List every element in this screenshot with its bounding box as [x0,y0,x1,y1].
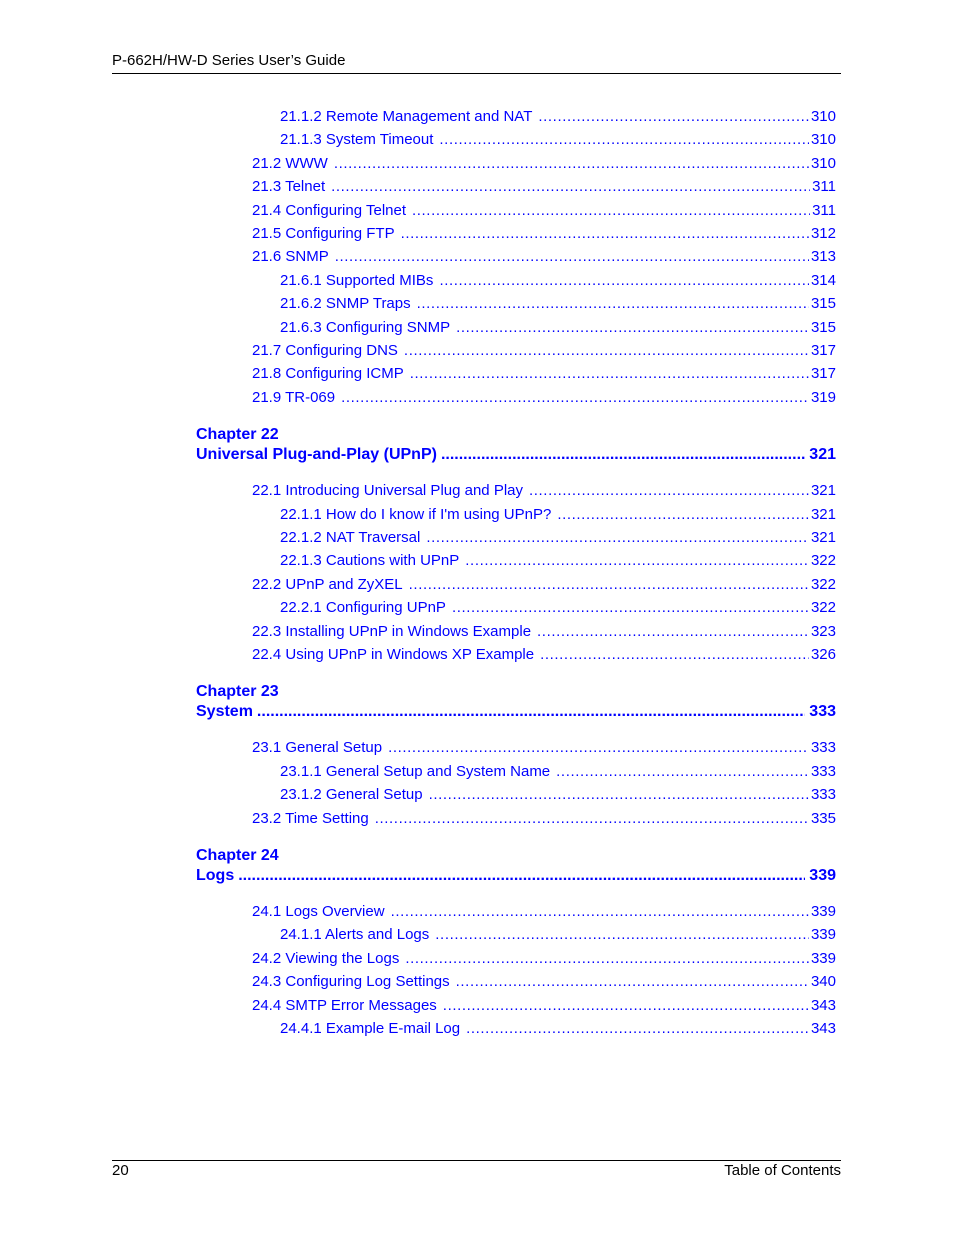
toc-entry[interactable] [252,646,836,664]
toc-entry-page: 310 [810,108,836,125]
toc-entry[interactable] [252,342,836,360]
footer-section-title: Table of Contents [724,1162,841,1179]
toc-entry[interactable] [280,926,836,944]
dot-leader [409,576,809,594]
toc-entry-label: 21.8 Configuring ICMP [252,365,404,382]
page-number: 20 [112,1162,129,1179]
toc-entry-page: 340 [810,973,836,990]
toc-entry-label: 22.1.1 How do I know if I'm using UPnP? [280,506,552,523]
dot-leader [441,445,805,464]
chapter-page-number: 321 [809,446,836,463]
toc-entry-page: 317 [810,365,836,382]
dot-leader [388,739,809,757]
toc-entry-page: 310 [810,155,836,172]
toc-entry-page: 321 [810,506,836,523]
toc-entry-label: 21.6 SNMP [252,248,329,265]
toc-entry[interactable] [280,295,836,313]
toc-entry[interactable] [252,389,836,407]
toc-entry-page: 323 [810,623,836,640]
dot-leader [537,623,809,641]
toc-entry-label: 23.1.2 General Setup [280,786,423,803]
toc-entry-page: 333 [810,786,836,803]
dot-leader [439,131,809,149]
toc-entry[interactable] [280,108,836,126]
toc-entry-label: 21.3 Telnet [252,178,326,195]
toc-entry-label: 23.1.1 General Setup and System Name [280,763,551,780]
toc-entry-page: 311 [812,178,836,195]
toc-entry-page: 326 [810,646,836,663]
toc-entry[interactable] [280,131,836,149]
toc-entry[interactable] [252,576,836,594]
dot-leader [556,763,809,781]
dot-leader [540,646,809,664]
footer-rule [112,1160,841,1161]
chapter-title: Universal Plug-and-Play (UPnP) [196,446,437,463]
dot-leader [417,295,809,313]
toc-entry-label: 24.1 Logs Overview [252,903,385,920]
dot-leader [341,389,809,407]
toc-entry[interactable] [280,319,836,337]
toc-entry[interactable] [252,225,836,243]
dot-leader [404,342,809,360]
toc-entry[interactable] [252,739,836,757]
toc-entry[interactable] [280,529,836,547]
toc-entry-label: 22.1.2 NAT Traversal [280,529,421,546]
toc-entry-page: 319 [810,389,836,406]
toc-entry[interactable] [280,552,836,570]
dot-leader [405,950,809,968]
toc-entry[interactable] [280,786,836,804]
chapter-title-link[interactable] [196,866,836,885]
toc-entry[interactable] [252,903,836,921]
toc-entry[interactable] [280,272,836,290]
dot-leader [456,973,809,991]
dot-leader [238,866,805,885]
dot-leader [391,903,809,921]
dot-leader [456,319,809,337]
toc-entry[interactable] [252,155,836,173]
toc-entry-page: 339 [810,926,836,943]
toc-entry-label: 24.3 Configuring Log Settings [252,973,450,990]
toc-entry-page: 321 [810,482,836,499]
dot-leader [335,248,809,266]
toc-entry-page: 322 [810,576,836,593]
dot-leader [410,365,809,383]
toc-entry-label: 21.2 WWW [252,155,328,172]
dot-leader [429,786,809,804]
dot-leader [557,506,809,524]
dot-leader [331,178,810,196]
chapter-title-link[interactable] [196,702,836,721]
toc-entry-page: 315 [810,319,836,336]
toc-entry-page: 314 [810,272,836,289]
chapter-title: System [196,703,253,720]
toc-entry-label: 22.1.3 Cautions with UPnP [280,552,460,569]
toc-entry-page: 339 [810,903,836,920]
toc-entry-page: 317 [810,342,836,359]
toc-entry-page: 333 [810,739,836,756]
toc-entry-label: 22.1 Introducing Universal Plug and Play [252,482,523,499]
toc-entry-label: 21.6.2 SNMP Traps [280,295,411,312]
dot-leader [529,482,809,500]
toc-entry-label: 21.1.2 Remote Management and NAT [280,108,533,125]
toc-entry[interactable] [252,950,836,968]
toc-entry-label: 21.5 Configuring FTP [252,225,395,242]
toc-entry-label: 22.2 UPnP and ZyXEL [252,576,403,593]
dot-leader [375,810,809,828]
toc-entry-label: 21.6.3 Configuring SNMP [280,319,451,336]
toc-entry[interactable] [252,248,836,266]
toc-entry-label: 24.1.1 Alerts and Logs [280,926,430,943]
chapter-title: Logs [196,867,235,884]
dot-leader [443,997,809,1015]
toc-entry-page: 322 [810,599,836,616]
dot-leader [452,599,809,617]
toc-entry-page: 312 [810,225,836,242]
dot-leader [435,926,809,944]
toc-entry[interactable] [252,810,836,828]
dot-leader [439,272,809,290]
dot-leader [412,202,810,220]
toc-entry[interactable] [280,1020,836,1038]
document-title: P-662H/HW-D Series User’s Guide [112,52,346,69]
toc-entry[interactable] [280,599,836,617]
toc-entry[interactable] [252,973,836,991]
toc-entry-page: 339 [810,950,836,967]
dot-leader [466,1020,809,1038]
toc-entry-page: 343 [810,997,836,1014]
toc-entry-page: 313 [810,248,836,265]
dot-leader [257,702,805,721]
toc-entry[interactable] [252,997,836,1015]
toc-entry-page: 343 [810,1020,836,1037]
toc-entry[interactable] [252,623,836,641]
chapter-title-link[interactable] [196,445,836,464]
dot-leader [538,108,809,126]
dot-leader [334,155,809,173]
dot-leader [465,552,809,570]
toc-entry-page: 310 [810,131,836,148]
toc-entry-page: 335 [810,810,836,827]
toc-entry[interactable] [280,506,836,524]
chapter-page-number: 333 [809,703,836,720]
toc-entry-label: 24.4 SMTP Error Messages [252,997,437,1014]
toc-entry-label: 22.4 Using UPnP in Windows XP Example [252,646,535,663]
toc-entry-label: 22.3 Installing UPnP in Windows Example [252,623,532,640]
chapter-heading[interactable]: Chapter 23 [196,683,279,700]
toc-entry-page: 321 [810,529,836,546]
toc-entry-label: 21.4 Configuring Telnet [252,202,406,219]
toc-entry-label: 24.2 Viewing the Logs [252,950,400,967]
toc-entry-page: 333 [810,763,836,780]
dot-leader [426,529,809,547]
toc-entry-label: 21.7 Configuring DNS [252,342,398,359]
toc-entry[interactable] [252,202,836,220]
toc-entry-label: 24.4.1 Example E-mail Log [280,1020,461,1037]
toc-entry-label: 21.1.3 System Timeout [280,131,434,148]
dot-leader [401,225,809,243]
toc-entry[interactable] [252,365,836,383]
chapter-heading[interactable]: Chapter 22 [196,426,279,443]
toc-entry-label: 21.6.1 Supported MIBs [280,272,434,289]
toc-entry-page: 322 [810,552,836,569]
toc-entry-label: 22.2.1 Configuring UPnP [280,599,446,616]
toc-entry-page: 311 [812,202,836,219]
toc-entry[interactable] [280,763,836,781]
toc-entry-page: 315 [810,295,836,312]
toc-entry-label: 23.2 Time Setting [252,810,369,827]
chapter-heading[interactable]: Chapter 24 [196,847,279,864]
toc-entry[interactable] [252,482,836,500]
toc-entry[interactable] [252,178,836,196]
chapter-page-number: 339 [809,867,836,884]
toc-entry-label: 21.9 TR-069 [252,389,336,406]
toc-entry-label: 23.1 General Setup [252,739,383,756]
